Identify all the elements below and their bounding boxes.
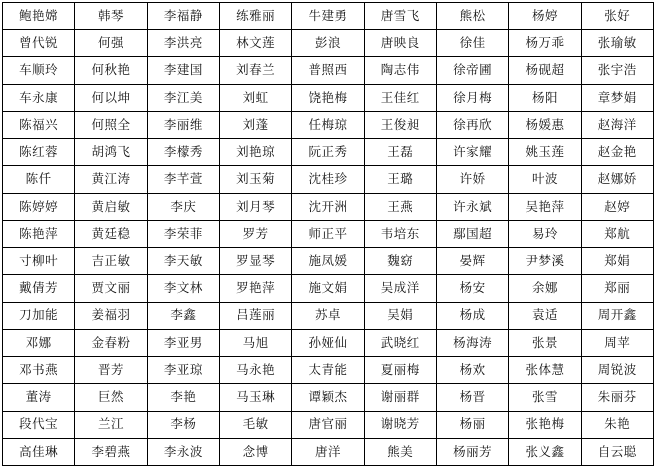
name-cell: 张好 <box>581 3 653 30</box>
name-cell: 吕莲丽 <box>219 302 291 329</box>
name-cell: 阮正秀 <box>292 139 364 166</box>
name-cell: 沈开洲 <box>292 193 364 220</box>
name-cell: 熊美 <box>364 438 436 465</box>
name-cell: 周锐波 <box>581 357 653 384</box>
name-cell: 吉正敏 <box>75 248 147 275</box>
name-cell: 李福静 <box>147 3 219 30</box>
name-cell: 黄江涛 <box>75 166 147 193</box>
roster-row <box>3 166 654 193</box>
name-cell: 夏丽梅 <box>364 357 436 384</box>
name-cell: 袁适 <box>509 302 581 329</box>
name-cell: 徐再欣 <box>436 111 508 138</box>
name-cell: 熊松 <box>436 3 508 30</box>
name-cell: 董涛 <box>3 384 75 411</box>
name-cell: 任梅琼 <box>292 111 364 138</box>
name-cell: 杨安 <box>436 275 508 302</box>
name-roster-table <box>2 2 654 466</box>
name-cell: 章梦娟 <box>581 84 653 111</box>
name-cell: 何强 <box>75 30 147 57</box>
name-cell: 罗艳萍 <box>219 275 291 302</box>
name-cell: 李天敏 <box>147 248 219 275</box>
name-cell: 尹梦溪 <box>509 248 581 275</box>
name-cell: 陈艳萍 <box>3 220 75 247</box>
name-cell: 刘玉菊 <box>219 166 291 193</box>
roster-row <box>3 57 654 84</box>
name-cell: 念博 <box>219 438 291 465</box>
name-cell: 唐官丽 <box>292 411 364 438</box>
name-cell: 谢丽群 <box>364 384 436 411</box>
name-cell: 韩琴 <box>75 3 147 30</box>
name-cell: 张体慧 <box>509 357 581 384</box>
roster-row <box>3 302 654 329</box>
name-cell: 朱艳 <box>581 411 653 438</box>
name-cell: 杨晋 <box>436 384 508 411</box>
name-cell: 李亚男 <box>147 329 219 356</box>
name-cell: 刘艳琼 <box>219 139 291 166</box>
roster-row <box>3 248 654 275</box>
name-cell: 张瑜敏 <box>581 30 653 57</box>
name-cell: 余娜 <box>509 275 581 302</box>
name-cell: 车顺玲 <box>3 57 75 84</box>
roster-row <box>3 411 654 438</box>
name-cell: 李檬秀 <box>147 139 219 166</box>
roster-row <box>3 139 654 166</box>
name-cell: 曾代锐 <box>3 30 75 57</box>
name-cell: 李亚琼 <box>147 357 219 384</box>
name-cell: 陈婷婷 <box>3 193 75 220</box>
name-cell: 寸柳叶 <box>3 248 75 275</box>
name-cell: 韦培东 <box>364 220 436 247</box>
name-cell: 段代宝 <box>3 411 75 438</box>
roster-row <box>3 357 654 384</box>
name-cell: 姚玉莲 <box>509 139 581 166</box>
roster-row <box>3 384 654 411</box>
name-cell: 徐月梅 <box>436 84 508 111</box>
name-cell: 何秋艳 <box>75 57 147 84</box>
name-cell: 谭颖杰 <box>292 384 364 411</box>
name-cell: 朱丽芬 <box>581 384 653 411</box>
name-cell: 杨媛惠 <box>509 111 581 138</box>
name-cell: 杨阳 <box>509 84 581 111</box>
name-cell: 李文林 <box>147 275 219 302</box>
name-cell: 鲍艳嫦 <box>3 3 75 30</box>
name-cell: 王燕 <box>364 193 436 220</box>
name-cell: 郑娟 <box>581 248 653 275</box>
name-cell: 李艳 <box>147 384 219 411</box>
name-cell: 李荣菲 <box>147 220 219 247</box>
name-cell: 彭浪 <box>292 30 364 57</box>
name-cell: 太青能 <box>292 357 364 384</box>
name-cell: 金春粉 <box>75 329 147 356</box>
name-cell: 赵海洋 <box>581 111 653 138</box>
name-cell: 张景 <box>509 329 581 356</box>
name-cell: 许永斌 <box>436 193 508 220</box>
name-cell: 武晓红 <box>364 329 436 356</box>
name-cell: 李建国 <box>147 57 219 84</box>
name-cell: 何以坤 <box>75 84 147 111</box>
name-cell: 李丽维 <box>147 111 219 138</box>
name-cell: 戴倩芳 <box>3 275 75 302</box>
name-cell: 林文莲 <box>219 30 291 57</box>
name-cell: 叶波 <box>509 166 581 193</box>
roster-body <box>3 3 654 466</box>
name-cell: 巨然 <box>75 384 147 411</box>
name-cell: 高佳琳 <box>3 438 75 465</box>
name-cell: 练雅丽 <box>219 3 291 30</box>
name-cell: 谢晓芳 <box>364 411 436 438</box>
name-cell: 张义鑫 <box>509 438 581 465</box>
name-cell: 王璐 <box>364 166 436 193</box>
name-cell: 毛敏 <box>219 411 291 438</box>
name-cell: 吴艳萍 <box>509 193 581 220</box>
name-cell: 王佳红 <box>364 84 436 111</box>
name-cell: 徐佳 <box>436 30 508 57</box>
name-cell: 赵金艳 <box>581 139 653 166</box>
name-cell: 杨海涛 <box>436 329 508 356</box>
name-cell: 黄廷稳 <box>75 220 147 247</box>
name-cell: 师正平 <box>292 220 364 247</box>
name-cell: 陈福兴 <box>3 111 75 138</box>
name-cell: 杨成 <box>436 302 508 329</box>
name-cell: 赵婷 <box>581 193 653 220</box>
name-cell: 施凤媛 <box>292 248 364 275</box>
name-cell: 邓书燕 <box>3 357 75 384</box>
name-cell: 姜福羽 <box>75 302 147 329</box>
roster-row <box>3 111 654 138</box>
name-cell: 杨婷 <box>509 3 581 30</box>
name-cell: 黄启敏 <box>75 193 147 220</box>
name-cell: 李洪亮 <box>147 30 219 57</box>
name-cell: 魏窈 <box>364 248 436 275</box>
name-cell: 罗芳 <box>219 220 291 247</box>
name-cell: 刘虹 <box>219 84 291 111</box>
name-cell: 孙娅仙 <box>292 329 364 356</box>
name-cell: 苏卓 <box>292 302 364 329</box>
name-cell: 唐洋 <box>292 438 364 465</box>
name-cell: 唐映良 <box>364 30 436 57</box>
name-cell: 张艳梅 <box>509 411 581 438</box>
name-cell: 车永康 <box>3 84 75 111</box>
name-cell: 郑航 <box>581 220 653 247</box>
name-cell: 周开鑫 <box>581 302 653 329</box>
name-cell: 邓娜 <box>3 329 75 356</box>
name-cell: 王磊 <box>364 139 436 166</box>
name-cell: 饶艳梅 <box>292 84 364 111</box>
name-cell: 陈仟 <box>3 166 75 193</box>
name-cell: 张雪 <box>509 384 581 411</box>
name-cell: 赵娜娇 <box>581 166 653 193</box>
name-cell: 马永艳 <box>219 357 291 384</box>
name-cell: 易玲 <box>509 220 581 247</box>
roster-row <box>3 3 654 30</box>
name-cell: 陈红蓉 <box>3 139 75 166</box>
name-cell: 许娇 <box>436 166 508 193</box>
name-cell: 王俊昶 <box>364 111 436 138</box>
roster-row <box>3 30 654 57</box>
name-cell: 杨丽芳 <box>436 438 508 465</box>
roster-row <box>3 438 654 465</box>
roster-row <box>3 193 654 220</box>
name-cell: 鄢国超 <box>436 220 508 247</box>
name-cell: 周苹 <box>581 329 653 356</box>
name-cell: 李庆 <box>147 193 219 220</box>
name-cell: 杨万乖 <box>509 30 581 57</box>
roster-row <box>3 220 654 247</box>
name-cell: 沈桂珍 <box>292 166 364 193</box>
name-cell: 陶志伟 <box>364 57 436 84</box>
name-cell: 李江美 <box>147 84 219 111</box>
name-cell: 杨砚超 <box>509 57 581 84</box>
roster-row <box>3 84 654 111</box>
name-cell: 何照全 <box>75 111 147 138</box>
roster-row <box>3 275 654 302</box>
name-cell: 晋芳 <box>75 357 147 384</box>
name-cell: 自云聪 <box>581 438 653 465</box>
roster-row <box>3 329 654 356</box>
name-cell: 兰江 <box>75 411 147 438</box>
name-cell: 牛建勇 <box>292 3 364 30</box>
name-cell: 张宇浩 <box>581 57 653 84</box>
name-cell: 普照西 <box>292 57 364 84</box>
name-cell: 郑丽 <box>581 275 653 302</box>
name-cell: 马玉琳 <box>219 384 291 411</box>
name-cell: 杨丽 <box>436 411 508 438</box>
name-cell: 罗显琴 <box>219 248 291 275</box>
name-cell: 吴成洋 <box>364 275 436 302</box>
name-cell: 刀加能 <box>3 302 75 329</box>
name-cell: 唐雪飞 <box>364 3 436 30</box>
name-cell: 徐帝圃 <box>436 57 508 84</box>
name-cell: 许家耀 <box>436 139 508 166</box>
name-cell: 李芊萱 <box>147 166 219 193</box>
name-cell: 晏辉 <box>436 248 508 275</box>
name-cell: 李永波 <box>147 438 219 465</box>
name-cell: 胡鸿飞 <box>75 139 147 166</box>
name-cell: 贾文丽 <box>75 275 147 302</box>
name-cell: 李杨 <box>147 411 219 438</box>
name-cell: 刘春兰 <box>219 57 291 84</box>
name-cell: 刘月琴 <box>219 193 291 220</box>
name-cell: 李鑫 <box>147 302 219 329</box>
name-cell: 施文娟 <box>292 275 364 302</box>
name-cell: 刘蓬 <box>219 111 291 138</box>
name-cell: 李碧燕 <box>75 438 147 465</box>
name-cell: 杨欢 <box>436 357 508 384</box>
name-cell: 马旭 <box>219 329 291 356</box>
name-cell: 吴娟 <box>364 302 436 329</box>
